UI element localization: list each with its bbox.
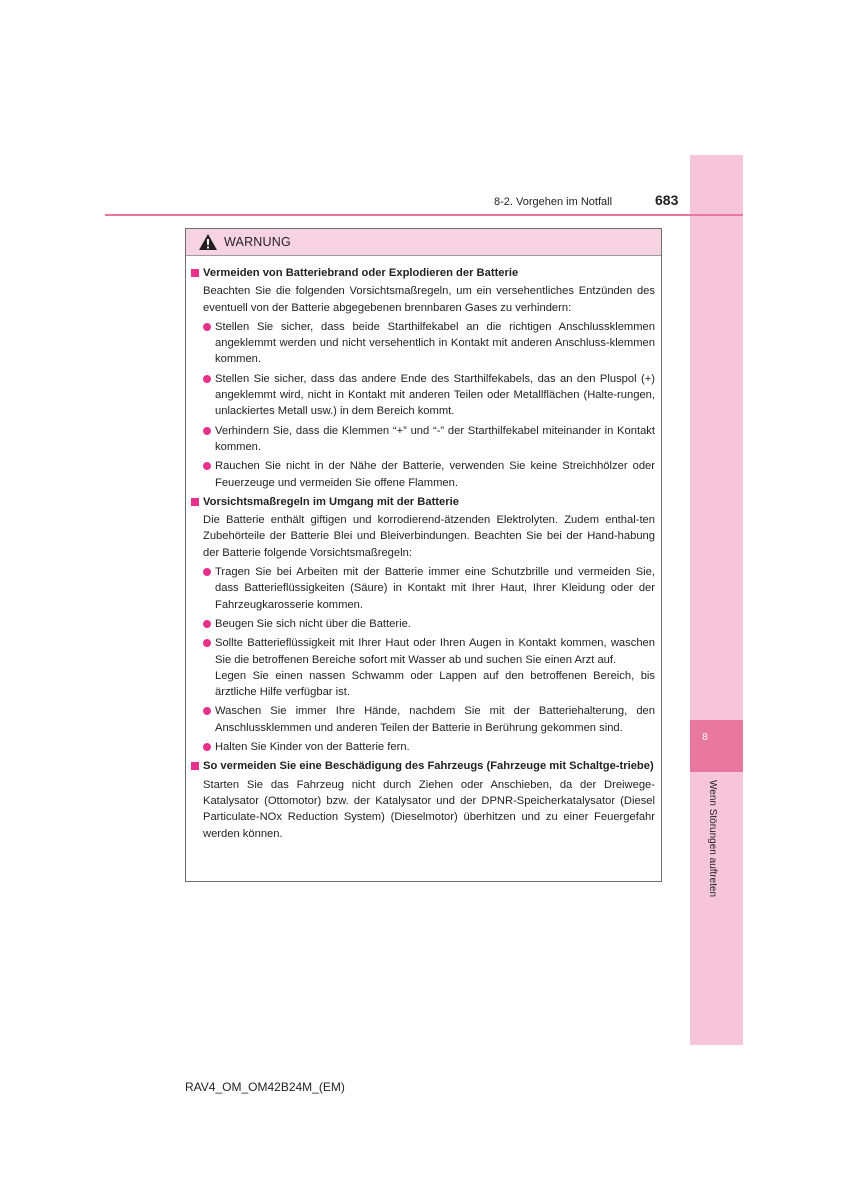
chapter-number-tab bbox=[690, 720, 743, 772]
section-intro: Die Batterie enthält giftigen und korrodierend-ätzenden Elektrolyten. Zudem enthal-ten Zubehörteile der Batterie Blei und Bleiverbindungen. Beachten Sie bei der Hand-habung der Batterie folgende Vorsichtsmaßregeln: bbox=[203, 514, 655, 559]
warning-box bbox=[185, 228, 662, 882]
section-intro: Starten Sie das Fahrzeug nicht durch Ziehen oder Anschieben, da der Dreiwege-Katalysator (Ottomotor) bzw. der Katalysator und der DPNR-Speicherkatalysator (Diesel Particulate-NOx Reduction System) (Dieselmotor) überhitzen und zu einer Feuergefahr werden können. bbox=[203, 778, 655, 840]
section-heading: So vermeiden Sie eine Beschädigung des Fahrzeugs (Fahrzeuge mit Schaltge-triebe) bbox=[191, 758, 655, 774]
list-item: Verhindern Sie, dass die Klemmen “+” und “-” der Starthilfekabel miteinander in Kontakt kommen. bbox=[203, 423, 655, 456]
section-heading: Vermeiden von Batteriebrand oder Explodieren der Batterie bbox=[191, 265, 655, 281]
square-bullet-icon bbox=[191, 498, 199, 506]
list-item: Halten Sie Kinder von der Batterie fern. bbox=[203, 739, 655, 755]
list-item: Waschen Sie immer Ihre Hände, nachdem Sie mit der Batteriehalterung, den Anschlussklemmen und anderen Teilen der Batterie in Berührung gekommen sind. bbox=[203, 703, 655, 736]
header-rule bbox=[105, 214, 743, 216]
square-bullet-icon bbox=[191, 269, 199, 277]
bullet-dot-icon bbox=[203, 743, 211, 751]
list-item: Beugen Sie sich nicht über die Batterie. bbox=[203, 616, 655, 632]
list-item: Stellen Sie sicher, dass beide Starthilfekabel an die richtigen Anschlussklemmen angeklemmt werden und nicht versehentlich in Kontakt mit anderen Anschluss-klemmen kommen. bbox=[203, 319, 655, 368]
chapter-number: 8 bbox=[702, 732, 708, 743]
chapter-side-tab bbox=[690, 155, 743, 1045]
warning-body bbox=[186, 256, 661, 842]
chapter-title: Wenn Störungen auftreten bbox=[707, 780, 718, 898]
list-item: Tragen Sie bei Arbeiten mit der Batterie immer eine Schutzbrille und vermeiden Sie, dass Batterieflüssigkeiten (Säure) in Kontakt mit Ihrer Haut, Ihrer Kleidung oder der Fahrzeugkarosserie kommen. bbox=[203, 564, 655, 613]
page-number: 683 bbox=[655, 192, 679, 208]
square-bullet-icon bbox=[191, 762, 199, 770]
list-item: Stellen Sie sicher, dass das andere Ende des Starthilfekabels, das an den Pluspol (+) angeklemmt wird, nicht in Kontakt mit anderen Teilen oder Metallflächen (Halte-rungen, unlackiertes Metall usw.) in dem Bereich kommt. bbox=[203, 371, 655, 420]
bullet-dot-icon bbox=[203, 707, 211, 715]
bullet-dot-icon bbox=[203, 462, 211, 470]
list-item: Sollte Batterieflüssigkeit mit Ihrer Haut oder Ihren Augen in Kontakt kommen, waschen Sie die betroffenen Bereiche sofort mit Wasser ab und suchen Sie einen Arzt auf. Legen Sie einen nassen Schwamm oder Lappen auf den betroffenen Bereich, bis ärztliche Hilfe verfügbar ist. bbox=[203, 635, 655, 700]
warning-triangle-icon bbox=[198, 233, 218, 251]
document-code: RAV4_OM_OM42B24M_(EM) bbox=[185, 1080, 345, 1094]
warning-title: WARNUNG bbox=[224, 235, 291, 249]
bullet-dot-icon bbox=[203, 323, 211, 331]
warning-header bbox=[186, 229, 661, 256]
section-intro: Beachten Sie die folgenden Vorsichtsmaßregeln, um ein versehentliches Entzünden des eventuell von der Batterie abgegebenen brennbaren Gases zu verhindern: bbox=[203, 285, 655, 314]
list-item: Rauchen Sie nicht in der Nähe der Batterie, verwenden Sie keine Streichhölzer oder Feuerzeuge und vermeiden Sie offene Flammen. bbox=[203, 458, 655, 491]
bullet-dot-icon bbox=[203, 375, 211, 383]
section-title: 8-2. Vorgehen im Notfall bbox=[494, 196, 613, 208]
bullet-dot-icon bbox=[203, 568, 211, 576]
bullet-dot-icon bbox=[203, 427, 211, 435]
section-heading: Vorsichtsmaßregeln im Umgang mit der Batterie bbox=[191, 494, 655, 510]
bullet-dot-icon bbox=[203, 639, 211, 647]
bullet-dot-icon bbox=[203, 620, 211, 628]
